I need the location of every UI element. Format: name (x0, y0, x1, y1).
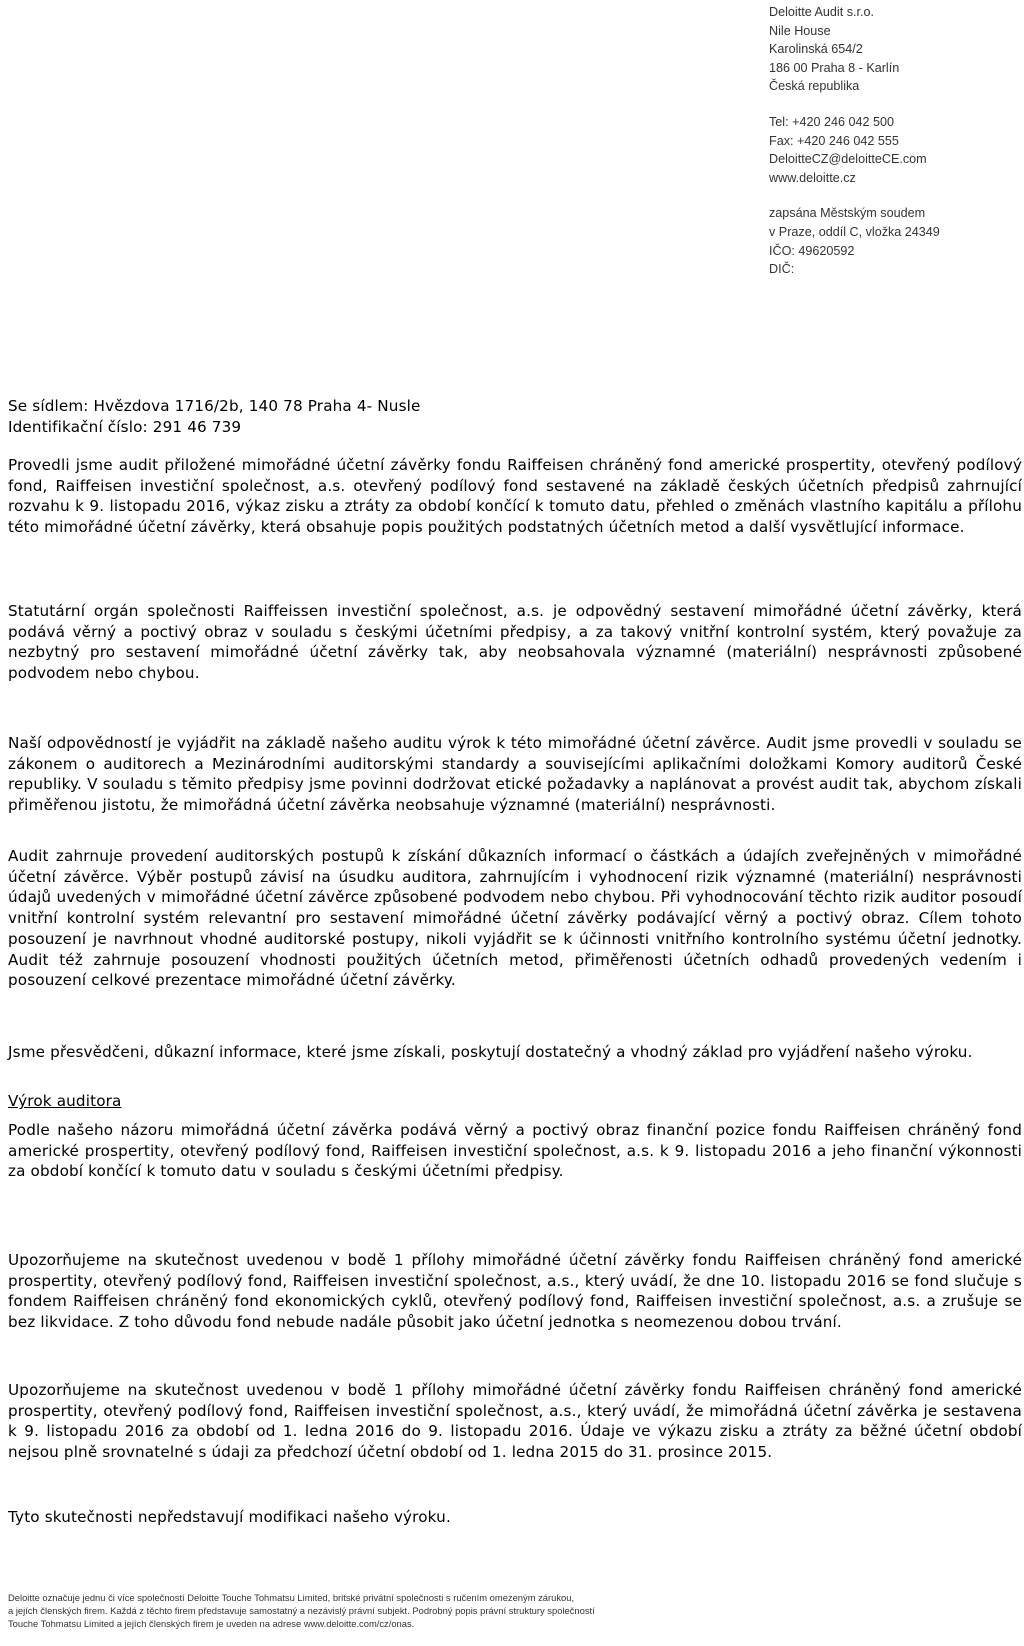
spacer (769, 96, 1019, 113)
section-heading (8, 1091, 1022, 1112)
footer-line: a jejích členských firem. Každá z těchto firem představuje samostatný a nezávislý právní subjekt. Podrobný popis právní struktury společností (8, 1605, 595, 1616)
identification-number: Identifikační číslo: 291 46 739 (8, 417, 242, 436)
paragraph-text: Provedli jsme audit přiložené mimořádné účetní závěrky fondu Raiffeisen chráněný fond americké prospertity, otevřený podílový fond, Raiffeisen investiční společnost, a.s. otevřený podílový fond sestavené na základě českých účetních předpisů zahrnující rozvahu k 9. listopadu 2016, výkaz zisku a ztráty za období končící k tomuto datu, přehled o změnách vlastního kapitálu a přílohu této mimořádné účetní závěrky, která obsahuje popis použitých podstatných účetních metod a další vysvětlující informace. (8, 456, 1022, 537)
paragraph-text: Jsme přesvědčeni, důkazní informace, které jsme získali, poskytují dostatečný a vhodný základ pro vyjádření našeho výroku. (8, 1043, 973, 1061)
recipient-address (8, 396, 1022, 437)
paragraph (8, 1042, 1022, 1063)
phone: Tel: +420 246 042 500 (769, 114, 894, 129)
paragraph (8, 1380, 1022, 1463)
sender-block (769, 3, 1019, 279)
registration-court: zapsána Městským soudem (769, 206, 926, 221)
street-address: Karolinská 654/2 (769, 42, 863, 57)
auditor-opinion-heading: Výrok auditora (8, 1092, 122, 1110)
paragraph (8, 846, 1022, 991)
company-id: IČO: 49620592 (769, 243, 855, 258)
paragraph-text: Audit zahrnuje provedení auditorských postupů k získání důkazních informací o částkách a údajích zveřejněných v mimořádné účetní závěrce. Výběr postupů závisí na úsudku auditora, zahrnujícím i vyhodnocení rizik významné (materiální) nesprávnosti údajů uvedených v mimořádné účetní závěrce způsobené podvodem nebo chybou. Při vyhodnocování těchto rizik auditor posoudí vnitřní kontrolní systém relevantní pro sestavení mimořádné účetní závěrky podávající věrný a poctivý obraz. Cílem tohoto posouzení je navrhnout vhodné auditorské postupy, nikoli vyjádřit se k účinnosti vnitřního kontrolního systému účetní jednotky. Audit též zahrnuje posouzení vhodnosti použitých účetních metod, přiměřenosti účetních odhadů provedených vedením i posouzení celkové prezentace mimořádné účetní závěrky. (8, 847, 1022, 990)
country: Česká republika (769, 79, 860, 94)
footer-line: Deloitte označuje jednu či více společností Deloitte Touche Tohmatsu Limited, britské privátní společnosti s ručením omezeným zárukou, (8, 1592, 575, 1603)
paragraph-text: Podle našeho názoru mimořádná účetní závěrka podává věrný a poctivý obraz finanční pozice fondu Raiffeisen chráněný fond americké prospertity, otevřený podílový fond, Raiffeisen investiční společnost, a.s. k 9. listopadu 2016 a jeho finanční výkonnosti za období končící k tomuto datu v souladu s českými účetními předpisy. (8, 1121, 1022, 1181)
paragraph-text: Upozorňujeme na skutečnost uvedenou v bodě 1 přílohy mimořádné účetní závěrky fondu Raiffeisen chráněný fond americké prospertity, otevřený podílový fond, Raiffeisen investiční společnost, a.s., který uvádí, že mimořádná účetní závěrka je sestavena k 9. listopadu 2016 za období od 1. ledna 2016 do 9. listopadu 2016. Údaje ve výkazu zisku a ztráty za běžné účetní období nejsou plně srovnatelné s údaji za předchozí účetní období od 1. ledna 2015 do 31. prosince 2015. (8, 1381, 1022, 1462)
company-name: Deloitte Audit s.r.o. (769, 5, 875, 19)
paragraph-text: Statutární orgán společnosti Raiffeissen investiční společnost, a.s. je odpovědný sestavení mimořádné účetní závěrky, která podává věrný a poctivý obraz v souladu s českými účetními předpisy, a za takový vnitřní kontrolní systém, který považuje za nezbytný pro sestavení mimořádné účetní závěrky tak, aby neobsahovala významné (materiální) nesprávnosti způsobené podvodem nebo chybou. (8, 602, 1022, 683)
vat-id: DIČ: (769, 262, 795, 277)
paragraph-text: Tyto skutečnosti nepředstavují modifikaci našeho výroku. (8, 1508, 451, 1526)
email: DeloitteCZ@deloitteCE.com (769, 152, 927, 167)
paragraph-text: Naší odpovědností je vyjádřit na základě našeho auditu výrok k této mimořádné účetní závěrce. Audit jsme provedli v souladu se zákonem o auditorech a Mezinárodními auditorskými standardy a souvisejícími aplikačními doložkami Komory auditorů České republiky. V souladu s těmito předpisy jsme povinni dodržovat etické požadavky a naplánovat a provést audit tak, abychom získali přiměřenou jistotu, že mimořádná účetní závěrka neobsahuje významné (materiální) nesprávnosti. (8, 734, 1022, 815)
fax: Fax: +420 246 042 555 (769, 133, 899, 148)
website: www.deloitte.cz (769, 170, 856, 185)
postal-city: 186 00 Praha 8 - Karlín (769, 60, 900, 75)
paragraph-text: Upozorňujeme na skutečnost uvedenou v bodě 1 přílohy mimořádné účetní závěrky fondu Raiffeisen chráněný fond americké prospertity, otevřený podílový fond, Raiffeisen investiční společnost, a.s., který uvádí, že dne 10. listopadu 2016 se fond slučuje s fondem Raiffeisen chráněný fond ekonomických cyklů, otevřený podílový fond, Raiffeisen investiční společnost, a.s. a zrušuje se bez likvidace. Z toho důvodu fond nebude nadále působit jako účetní jednotka s neomezenou dobou trvání. (8, 1251, 1022, 1332)
paragraph (8, 733, 1022, 816)
paragraph (8, 1507, 1022, 1528)
spacer (769, 187, 1019, 204)
paragraph (8, 1120, 1022, 1182)
building-name: Nile House (769, 23, 831, 38)
registration-section: v Praze, oddíl C, vložka 24349 (769, 224, 940, 239)
paragraph (8, 455, 1022, 538)
footer-line: Touche Tohmatsu Limited a jejích členských firem je uveden na adrese www.deloitte.com/cz/onas. (8, 1618, 415, 1629)
footer-disclaimer (8, 1591, 788, 1630)
registered-seat: Se sídlem: Hvězdova 1716/2b, 140 78 Praha 4- Nusle (8, 397, 421, 415)
paragraph (8, 1250, 1022, 1333)
paragraph (8, 601, 1022, 684)
